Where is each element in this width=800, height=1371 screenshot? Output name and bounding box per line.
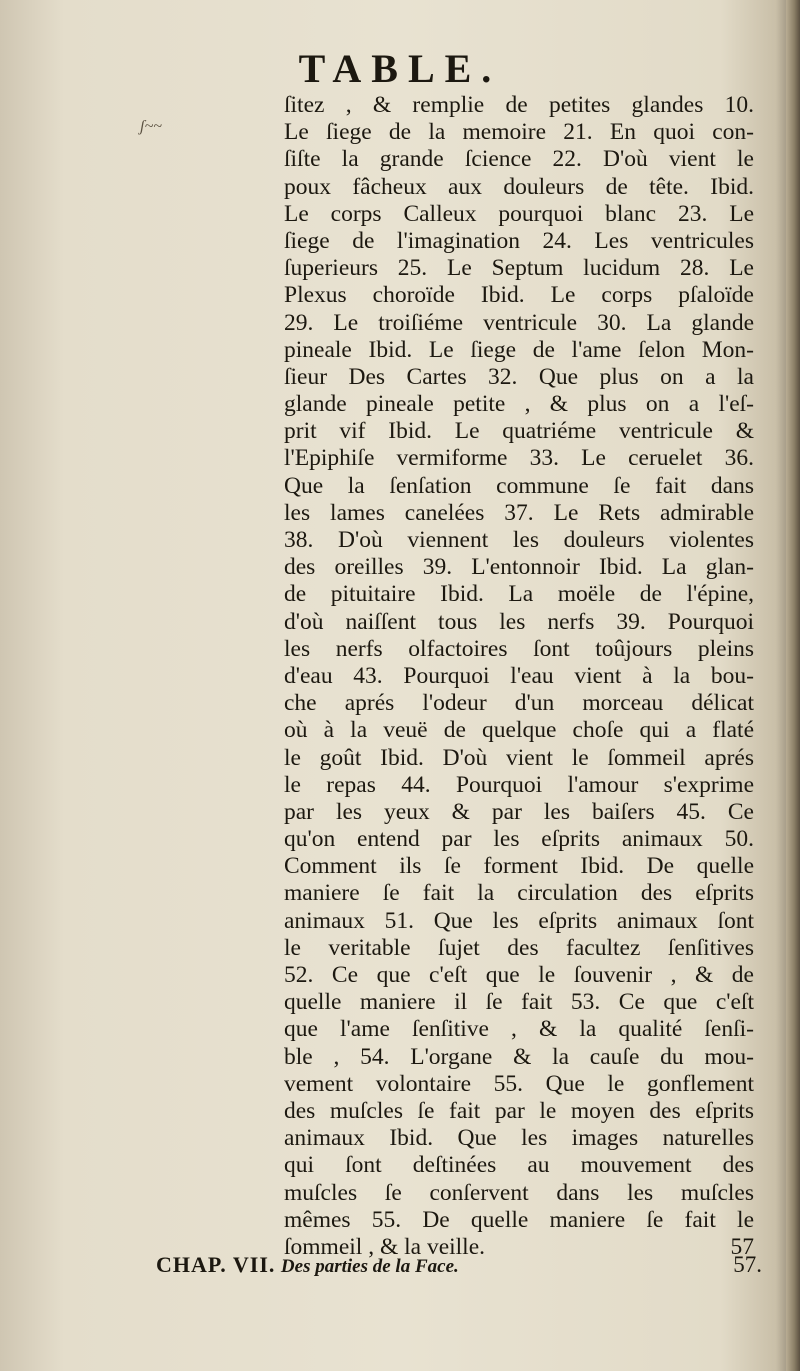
text-line: prit vif Ibid. Le quatriéme ventricule & [284,418,754,445]
text-line: d'eau 43. Pourquoi l'eau vient à la bou- [284,662,754,689]
text-line: des oreilles 39. L'entonnoir Ibid. La glan- [284,554,754,581]
text-line: muſcles ſe conſervent dans les muſcles [284,1179,754,1206]
index-text [284,92,754,1261]
chapter-label: CHAP. VII. [156,1252,276,1277]
text-line: qu'on entend par les eſprits animaux 50. [284,826,754,853]
text-line: ſuperieurs 25. Le Septum lucidum 28. Le [284,255,754,282]
text-line: ble , 54. L'organe & la cauſe du mou- [284,1043,754,1070]
text-line: par les yeux & par les baiſers 45. Ce [284,798,754,825]
text-line: che aprés l'odeur d'un morceau délicat [284,690,754,717]
text-line: d'où naiſſent tous les nerfs 39. Pourquoi [284,608,754,635]
text-line: l'Epiphiſe vermiforme 33. Le ceruelet 36. [284,445,754,472]
text-line: le goût Ibid. D'où vient le ſommeil aprés [284,744,754,771]
page-header: TABLE. [298,46,502,91]
catchword-page: 57 [730,1233,754,1260]
text-line: animaux 51. Que les eſprits animaux ſont [284,907,754,934]
catchword-text: ſommeil , & la veille. [284,1233,486,1260]
chapter-title: Des parties de la Face. [280,1256,459,1277]
text-line: poux fâcheux aux douleurs de tête. Ibid. [284,173,754,200]
text-line: les nerfs olfactoires ſont toûjours pleins [284,635,754,662]
text-line: que l'ame ſenſitive , & la qualité ſenſi- [284,1016,754,1043]
text-line: animaux Ibid. Que les images naturelles [284,1125,754,1152]
text-line: les lames canelées 37. Le Rets admirable [284,499,754,526]
text-line: qui ſont deſtinées au mouvement des [284,1152,754,1179]
text-line: des muſcles ſe fait par le moyen des eſprits [284,1097,754,1124]
text-line: Plexus choroïde Ibid. Le corps pſaloïde [284,282,754,309]
text-line: Comment ils ſe forment Ibid. De quelle [284,853,754,880]
text-line: 52. Ce que c'eſt que le ſouvenir , & de [284,962,754,988]
page-edge [786,0,800,1371]
text-line: Le ſiege de la memoire 21. En quoi con- [284,119,754,146]
text-line: ſieur Des Cartes 32. Que plus on a la [284,363,754,390]
text-line: ſiege de l'imagination 24. Les ventricules [284,227,754,254]
text-line: de pituitaire Ibid. La moële de l'épine, [284,581,754,608]
margin-annotation: ʃ~~ [140,118,162,135]
text-line: Le corps Calleux pourquoi blanc 23. Le [284,200,754,227]
text-line: pineale Ibid. Le ſiege de l'ame ſelon Mon- [284,336,754,363]
chapter-footer [156,1252,762,1278]
text-line: mêmes 55. De quelle maniere ſe fait le [284,1206,754,1233]
text-line: le repas 44. Pourquoi l'amour s'exprime [284,771,754,798]
text-line: 29. Le troiſiéme ventricule 30. La glande [284,309,754,336]
text-line: 38. D'où viennent les douleurs violentes [284,527,754,553]
text-line: ſiſte la grande ſcience 22. D'où vient le [284,146,754,173]
text-line: maniere ſe fait la circulation des eſprits [284,880,754,907]
text-line: Que la ſenſation commune ſe fait dans [284,472,754,499]
text-line: quelle maniere il ſe fait 53. Ce que c'eſt [284,989,754,1016]
text-line: le veritable ſujet des facultez ſenſitives [284,934,754,961]
footer-page-number: 57. [733,1252,762,1277]
text-line: glande pineale petite , & plus on a l'eſ- [284,391,754,418]
text-line: vement volontaire 55. Que le gonflement [284,1070,754,1097]
text-line: ſitez , & remplie de petites glandes 10. [284,92,754,118]
text-line: où à la veuë de quelque choſe qui a flaté [284,717,754,744]
